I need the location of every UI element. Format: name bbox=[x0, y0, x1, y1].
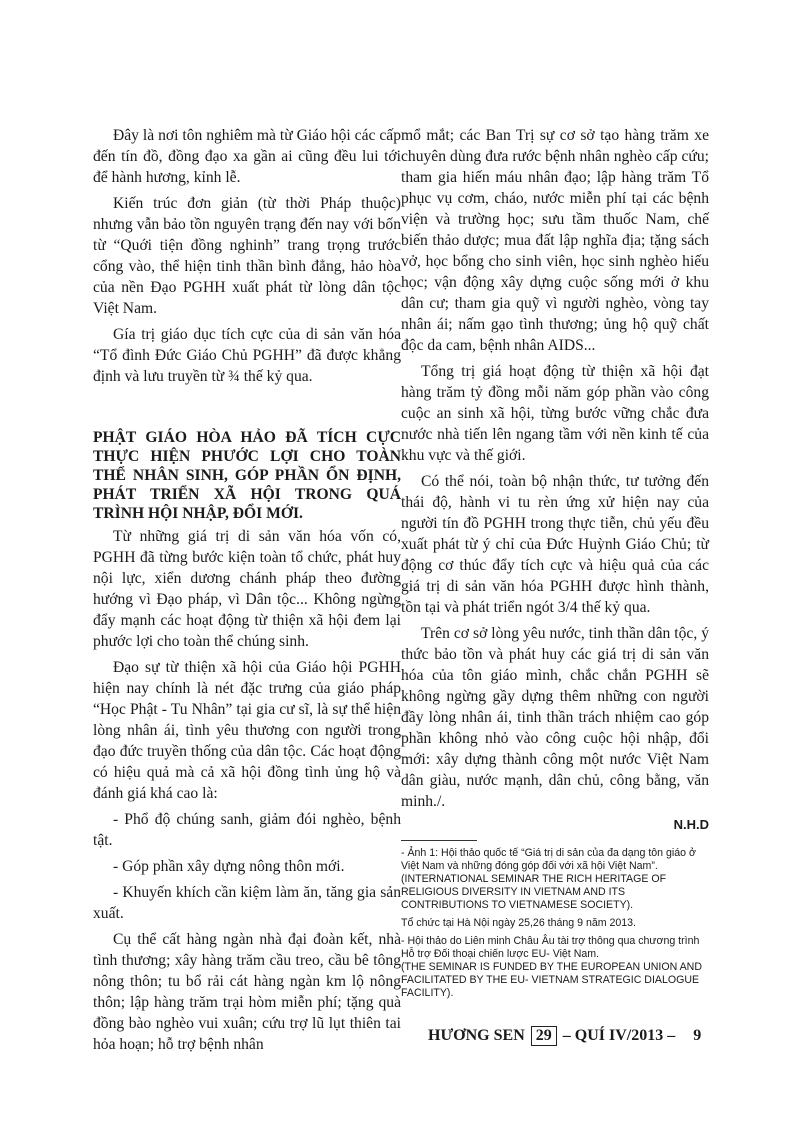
footnote-text: (INTERNATIONAL SEMINAR THE RICH HERITAGE OF RELIGIOUS DIVERSITY IN VIETNAM AND ITS CONTRIBUTIONS TO VIETNAMESE SOCIETY). bbox=[401, 873, 667, 911]
bullet-list bbox=[93, 809, 401, 924]
footnote-text: Tổ chức tại Hà Nội ngày 25,26 tháng 9 năm 2013. bbox=[401, 917, 637, 929]
paragraph: Kiến trúc đơn giản (từ thời Pháp thuộc) nhưng vẫn bảo tồn nguyên trạng đến nay với bốn từ “Quới tiện đồng nghinh” trang trọng trước cổng vào, thể hiện tinh thần bình đẳng, hảo hòa của nền Đạo PGHH xuất phát từ lòng dân tộc Việt Nam. bbox=[93, 195, 401, 317]
footnote bbox=[401, 847, 709, 912]
right-column bbox=[401, 125, 709, 1005]
footnote-text: (THE SEMINAR IS FUNDED BY THE EUROPEAN UNION AND FACILITATED BY THE EU- VIETNAM STRATEGIC DIALOGUE FACILITY). bbox=[401, 961, 702, 999]
paragraph: Trên cơ sở lòng yêu nước, tinh thần dân tộc, ý thức bảo tồn và phát huy các giá trị di sản văn hóa của tôn giáo mình, chắc chắn PGHH sẽ không ngừng gầy dựng thêm những con người đầy lòng nhân ái, tinh thần trách nhiệm cao góp phần không nhỏ vào công cuộc hội nhập, đổi mới: xây dựng thành công một nước Việt Nam dân giàu, nước mạnh, dân chủ, công bằng, văn minh./. bbox=[401, 625, 709, 810]
paragraph: mổ mắt; các Ban Trị sự cơ sở tạo hàng trăm xe chuyên dùng đưa rước bệnh nhân nghèo cấp cứu; tham gia hiến máu nhân đạo; lập hàng trăm Tổ phục vụ cơm, cháo, nước miễn phí tại các bệnh viện và trường học; sưu tầm thuốc Nam, chế biến thảo dược; mua đất lập nghĩa địa; tặng sách vở, học bổng cho sinh viên, học sinh nghèo hiếu học; vận động xây dựng cuộc sống mới ở khu dân cư; tham gia quỹ vì người nghèo, vòng tay nhân ái; nấm gạo tình thương; ủng hộ quỹ chất độc da cam, bệnh nhân AIDS... bbox=[401, 127, 709, 354]
section-heading: PHẬT GIÁO HÒA HẢO ĐÃ TÍCH CỰC THỰC HIỆN PHƯỚC LỢI CHO TOÀN THỂ NHÂN SINH, GÓP PHẦN ỔN ĐỊNH, PHÁT TRIỂN XÃ HỘI TRONG QUÁ TRÌNH HỘI NHẬP, ĐỔI MỚI. bbox=[93, 429, 401, 522]
footnote-text: - Ảnh 1: Hội thảo quốc tế “Giá trị di sản của đa dạng tôn giáo ở Việt Nam và những đóng góp đối với xã hội Việt Nam”. bbox=[401, 847, 696, 872]
list-item: - Phổ độ chúng sanh, giảm đói nghèo, bệnh tật. bbox=[93, 811, 401, 849]
paragraph: Gía trị giáo dục tích cực của di sản văn hóa “Tổ đình Đức Giáo Chủ PGHH” đã được khẳng định và lưu truyền từ ¾ thế kỷ qua. bbox=[93, 326, 401, 385]
paragraph: Có thể nói, toàn bộ nhận thức, tư tưởng đến thái độ, hành vi tu rèn ứng xử hiện nay của người tín đồ PGHH trong thực tiễn, chủ yếu đều xuất phát từ ý chỉ của Đức Huỳnh Giáo Chủ; từ động cơ thúc đẩy tích cực và hiệu quả của các giá trị di sản văn hóa PGHH được hình thành, tồn tại và phát triển ngót 3/4 thế kỷ qua. bbox=[401, 473, 709, 616]
footnote bbox=[401, 917, 709, 930]
footnote-text: - Hội thảo do Liên minh Châu Âu tài trợ thông qua chương trình Hỗ trợ Đối thoại chiến lược EU- Việt Nam. bbox=[401, 935, 700, 960]
list-item: - Khuyến khích cần kiệm làm ăn, tăng gia sản xuất. bbox=[93, 884, 401, 922]
paragraph: Cụ thể cất hàng ngàn nhà đại đoàn kết, nhà tình thương; xây hàng trăm cầu treo, cầu bê tông nông thôn; tu bổ rải cát hàng ngàn km lộ nông thôn; lập hàng trăm trại hòm miễn phí; tặng quà đồng bào nghèo vui xuân; cứu trợ lũ lụt thiên tai hỏa hoạn; hỗ trợ bệnh nhân bbox=[93, 931, 401, 1053]
paragraph: Đây là nơi tôn nghiêm mà từ Giáo hội các cấp đến tín đồ, đồng đạo xa gần ai cũng đều lui tới để hành hương, kỉnh lễ. bbox=[93, 127, 401, 186]
issue-number: 29 bbox=[531, 1026, 557, 1046]
footnote bbox=[401, 935, 709, 1000]
issue-period: – QUÍ IV/2013 – bbox=[562, 1027, 676, 1044]
paragraph: Tổng trị giá hoạt động từ thiện xã hội đạt hàng trăm tỷ đồng mỗi năm góp phần vào công cuộc an sinh xã hội, từng bước vững chắc đưa nước nhà tiến lên ngang tầm với nền kinh tế của khu vực và thế giới. bbox=[401, 363, 709, 464]
page-number: 9 bbox=[693, 1027, 702, 1044]
paragraph: Từ những giá trị di sản văn hóa vốn có, PGHH đã từng bước kiện toàn tổ chức, phát huy nội lực, xiển dương chánh pháp theo đường hướng vì Đạo pháp, vì Dân tộc... Không ngừng đẩy mạnh các hoạt động từ thiện xã hội đem lại phước lợi cho toàn thể chúng sinh. bbox=[93, 528, 401, 650]
paragraph: Đạo sự từ thiện xã hội của Giáo hội PGHH hiện nay chính là nét đặc trưng của giáo pháp “Học Phật - Tu Nhân” tại gia cư sĩ, là sự thể hiện lòng nhân ái, tình yêu thương con người trong đạo đức truyền thống của dân tộc. Các hoạt động có hiệu quả mà cả xã hội đồng tình ủng hộ và đánh giá khá cao là: bbox=[93, 659, 401, 802]
magazine-title: HƯƠNG SEN bbox=[428, 1027, 525, 1044]
page-footer bbox=[428, 1026, 701, 1046]
footnote-divider bbox=[401, 840, 477, 841]
left-column bbox=[93, 125, 401, 1060]
list-item: - Góp phần xây dựng nông thôn mới. bbox=[113, 858, 345, 875]
author-signature: N.H.D bbox=[673, 817, 709, 832]
